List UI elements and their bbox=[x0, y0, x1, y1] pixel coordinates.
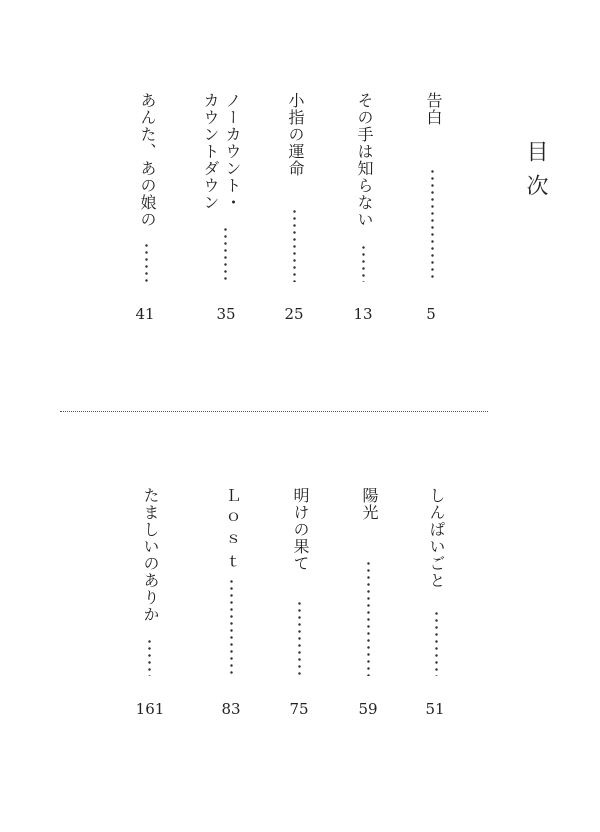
leader-dots bbox=[435, 610, 438, 676]
entry-title: 陽光 bbox=[360, 487, 379, 521]
leader-dots bbox=[431, 168, 434, 282]
section-divider bbox=[60, 411, 488, 412]
page-number: 35 bbox=[216, 305, 236, 323]
entry-title: しんぱいごと bbox=[427, 487, 446, 589]
entry-title: その手は知らない bbox=[355, 92, 374, 228]
leader-dots bbox=[293, 208, 296, 282]
page-number: 83 bbox=[221, 700, 241, 718]
leader-dots bbox=[230, 578, 233, 676]
page-number: 51 bbox=[425, 700, 445, 718]
entry-title: 小指の運命 bbox=[286, 92, 305, 177]
page-number: 41 bbox=[135, 305, 155, 323]
entry-title: 明けの果て bbox=[291, 487, 310, 572]
entry-title: あんた、あの娘の bbox=[138, 92, 157, 228]
entry-title: 告白 bbox=[424, 92, 443, 126]
leader-dots bbox=[367, 560, 370, 676]
entry-title: Ｌｏｓｔ bbox=[223, 487, 242, 575]
leader-dots bbox=[148, 638, 151, 676]
page-number: 13 bbox=[353, 305, 373, 323]
page-number: 5 bbox=[426, 305, 436, 323]
page-number: 75 bbox=[289, 700, 309, 718]
entry-title: たましいのありか bbox=[141, 487, 160, 623]
leader-dots bbox=[298, 600, 301, 676]
leader-dots bbox=[145, 242, 148, 282]
entry-title-line1: ノーカウント・ bbox=[223, 92, 242, 211]
entry-title-line2: カウントダウン bbox=[201, 92, 220, 211]
leader-dots bbox=[224, 226, 227, 282]
page-number: 25 bbox=[284, 305, 304, 323]
leader-dots bbox=[362, 244, 365, 282]
page-number: 161 bbox=[135, 700, 165, 718]
page-number: 59 bbox=[358, 700, 378, 718]
page-title: 目次 bbox=[523, 140, 548, 208]
